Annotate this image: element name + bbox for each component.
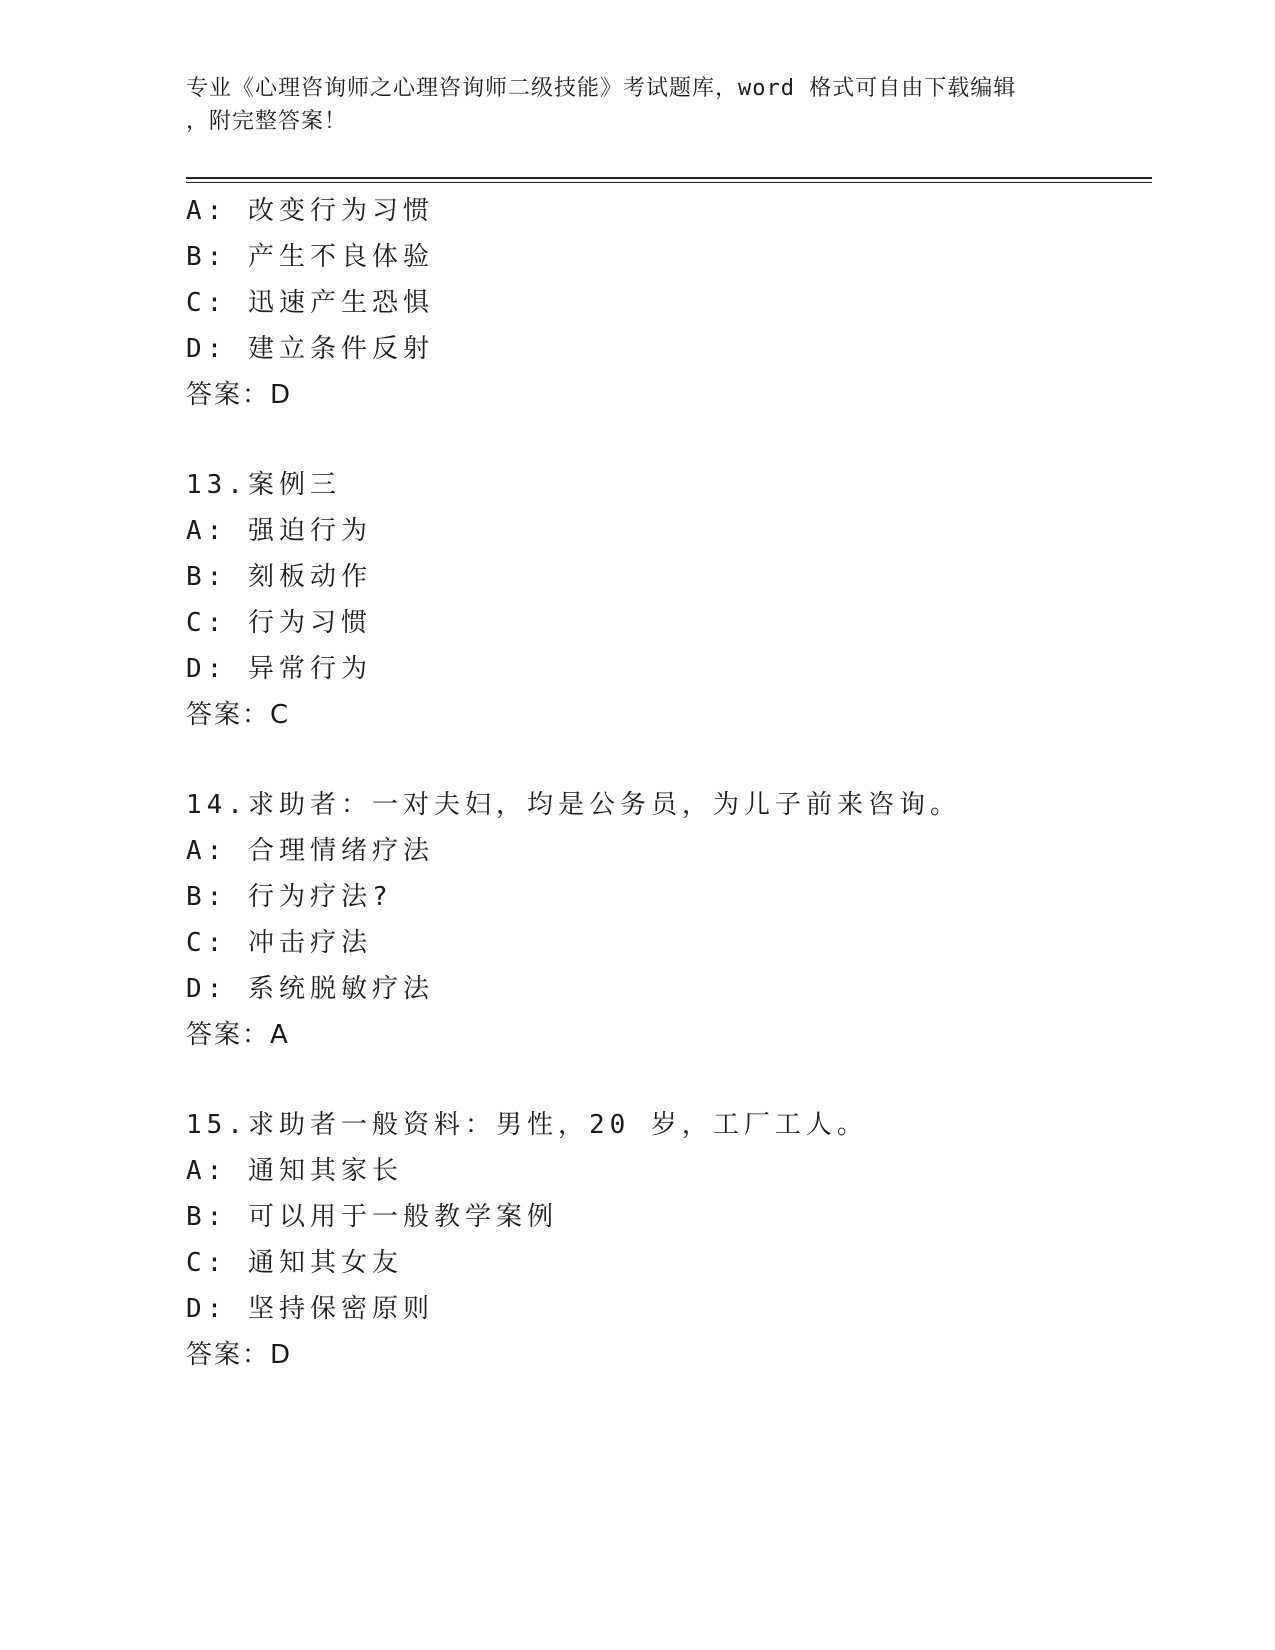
header-line-1: 专业《心理咨询师之心理咨询师二级技能》考试题库，word 格式可自由下载编辑 xyxy=(186,76,1017,101)
answer-line: 答案：C xyxy=(186,700,291,730)
question-block-13 xyxy=(186,462,1146,738)
option-c: C: 行为习惯 xyxy=(186,608,372,638)
question-stem: 14.求助者：一对夫妇，均是公务员，为儿子前来咨询。 xyxy=(186,790,961,820)
option-d: D: 坚持保密原则 xyxy=(186,1294,434,1324)
option-a: A: 合理情绪疗法 xyxy=(186,836,434,866)
question-block-12 xyxy=(186,188,1146,418)
header-rule-thin xyxy=(186,182,1152,183)
question-block-15 xyxy=(186,1102,1146,1378)
option-c: C: 通知其女友 xyxy=(186,1248,403,1278)
question-block-14 xyxy=(186,782,1146,1058)
option-b: B: 产生不良体验 xyxy=(186,242,434,272)
option-d: D: 系统脱敏疗法 xyxy=(186,974,434,1004)
question-list xyxy=(186,188,1146,1378)
question-stem: 13.案例三 xyxy=(186,470,341,500)
document-header xyxy=(186,72,1086,138)
option-d: D: 建立条件反射 xyxy=(186,334,434,364)
option-a: A: 强迫行为 xyxy=(186,516,372,546)
option-b: B: 行为疗法? xyxy=(186,882,393,912)
option-b: B: 可以用于一般教学案例 xyxy=(186,1202,558,1232)
header-rule-thick xyxy=(186,177,1152,179)
question-stem: 15.求助者一般资料：男性，20 岁，工厂工人。 xyxy=(186,1110,868,1140)
option-b: B: 刻板动作 xyxy=(186,562,372,592)
answer-line: 答案：D xyxy=(186,380,293,410)
option-a: A: 通知其家长 xyxy=(186,1156,403,1186)
answer-line: 答案：D xyxy=(186,1340,293,1370)
option-a: A: 改变行为习惯 xyxy=(186,196,434,226)
option-c: C: 冲击疗法 xyxy=(186,928,372,958)
answer-line: 答案：A xyxy=(186,1020,290,1050)
option-c: C: 迅速产生恐惧 xyxy=(186,288,434,318)
header-line-2: ，附完整答案！ xyxy=(186,109,348,134)
option-d: D: 异常行为 xyxy=(186,654,372,684)
